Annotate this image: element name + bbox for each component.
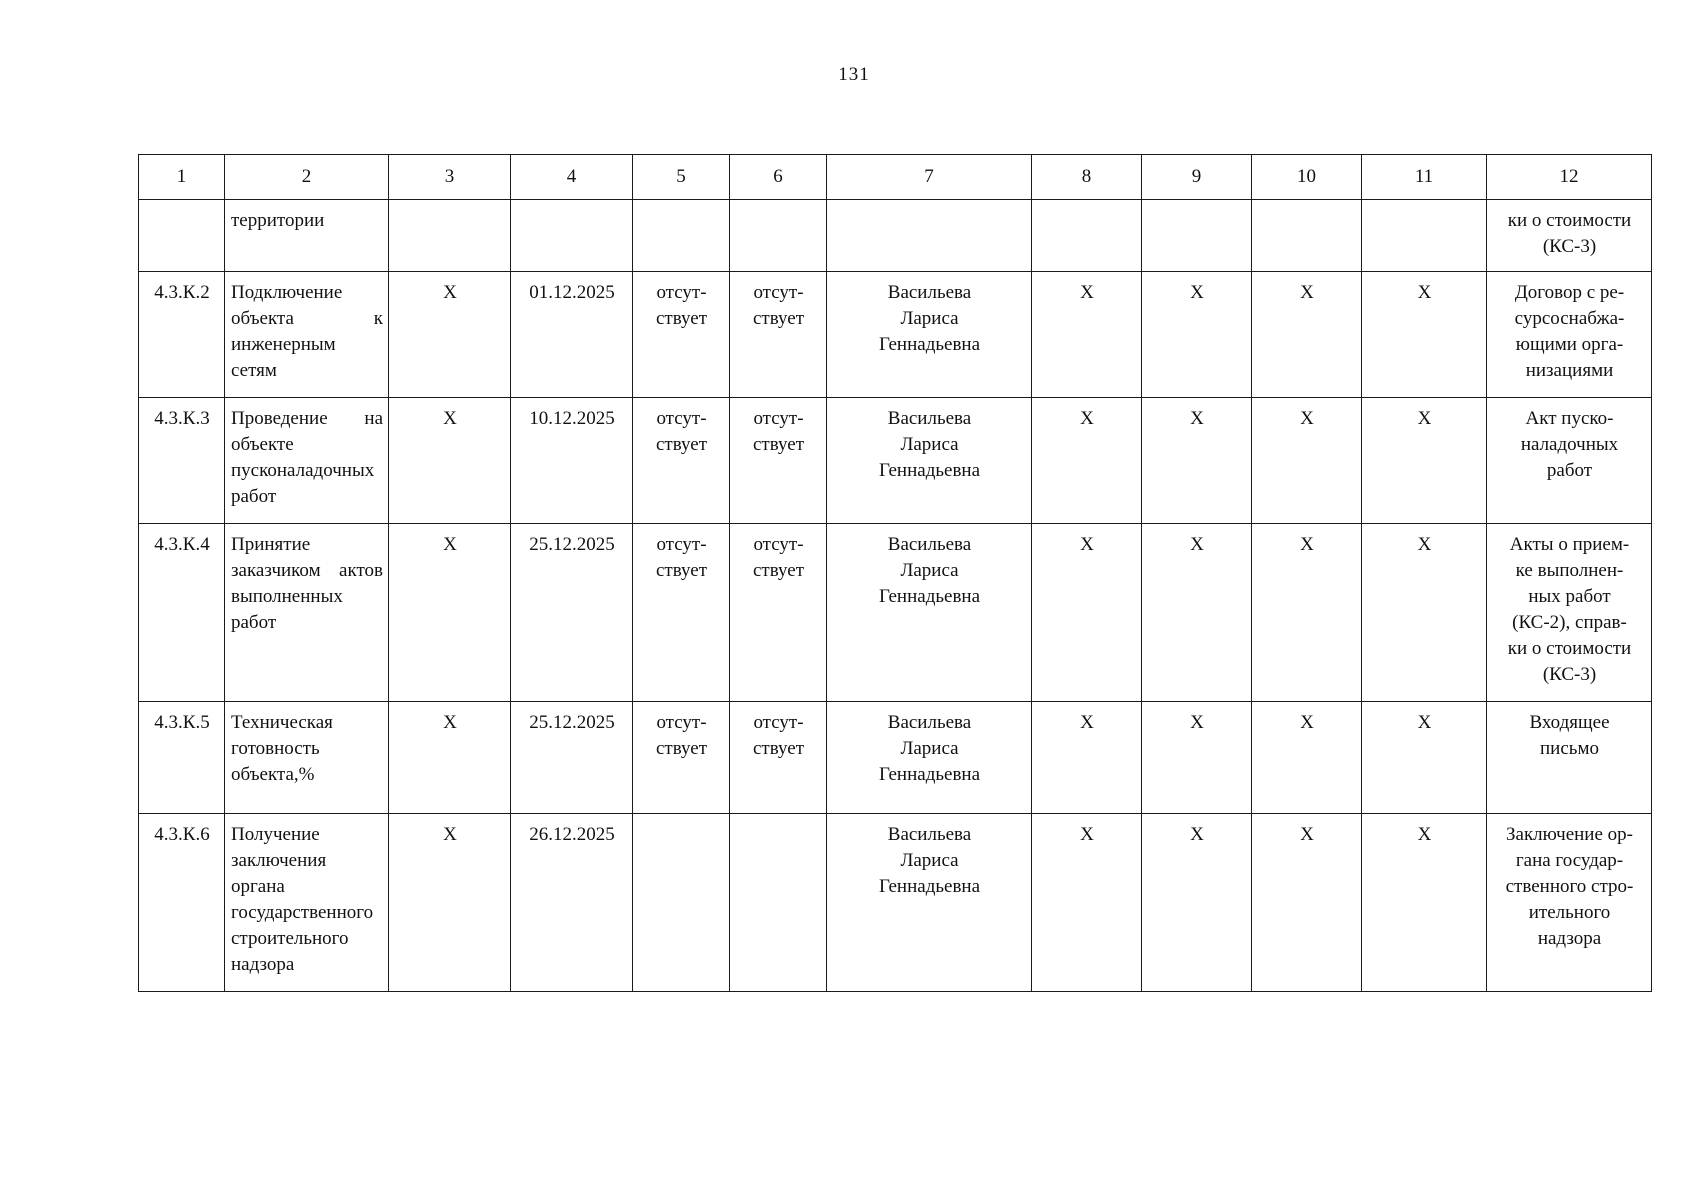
cell-code — [139, 200, 225, 272]
column-header: 11 — [1362, 155, 1487, 200]
column-header: 1 — [139, 155, 225, 200]
cell-date: 25.12.2025 — [511, 702, 633, 814]
cell-document: Акт пуско- наладочных работ — [1487, 398, 1652, 524]
cell-col5: отсут- ствует — [633, 702, 730, 814]
cell-col9: Х — [1142, 398, 1252, 524]
table-row — [139, 814, 1652, 992]
table-row — [139, 200, 1652, 272]
cell-col9: Х — [1142, 702, 1252, 814]
cell-col8: Х — [1032, 272, 1142, 398]
cell-col3: Х — [389, 814, 511, 992]
column-header: 6 — [730, 155, 827, 200]
cell-name: Получение заключения органа государственного строительного надзора — [225, 814, 389, 992]
cell-col10: Х — [1252, 272, 1362, 398]
cell-document: Договор с ре- сурсоснабжа- ющими орга- низациями — [1487, 272, 1652, 398]
cell-col10: Х — [1252, 814, 1362, 992]
cell-col6 — [730, 814, 827, 992]
table-row — [139, 524, 1652, 702]
cell-col11: Х — [1362, 814, 1487, 992]
column-header: 7 — [827, 155, 1032, 200]
cell-person: Васильева Лариса Геннадьевна — [827, 272, 1032, 398]
cell-date: 10.12.2025 — [511, 398, 633, 524]
cell-col3: Х — [389, 702, 511, 814]
cell-col5 — [633, 814, 730, 992]
cell-person: Васильева Лариса Геннадьевна — [827, 398, 1032, 524]
cell-col9: Х — [1142, 814, 1252, 992]
column-header: 10 — [1252, 155, 1362, 200]
column-header: 12 — [1487, 155, 1652, 200]
cell-code: 4.3.К.6 — [139, 814, 225, 992]
cell-person: Васильева Лариса Геннадьевна — [827, 702, 1032, 814]
cell-col3: Х — [389, 524, 511, 702]
cell-col6: отсут- ствует — [730, 272, 827, 398]
page-number: 131 — [838, 64, 870, 85]
cell-person — [827, 200, 1032, 272]
cell-col5: отсут- ствует — [633, 272, 730, 398]
cell-col9: Х — [1142, 524, 1252, 702]
cell-document: Заключение ор- гана государ- ственного стро- ительного надзора — [1487, 814, 1652, 992]
cell-col5: отсут- ствует — [633, 398, 730, 524]
cell-name: Проведение на объекте пусконаладочных работ — [225, 398, 389, 524]
cell-name: Подключение объекта к инженерным сетям — [225, 272, 389, 398]
cell-document: Акты о прием- ке выполнен- ных работ (КС-2), справ- ки о стоимости (КС-3) — [1487, 524, 1652, 702]
cell-col6 — [730, 200, 827, 272]
cell-code: 4.3.К.3 — [139, 398, 225, 524]
cell-col11: Х — [1362, 524, 1487, 702]
table-row — [139, 272, 1652, 398]
cell-col9: Х — [1142, 272, 1252, 398]
cell-col11: Х — [1362, 398, 1487, 524]
cell-code: 4.3.К.4 — [139, 524, 225, 702]
column-header: 8 — [1032, 155, 1142, 200]
cell-col9 — [1142, 200, 1252, 272]
cell-col10 — [1252, 200, 1362, 272]
cell-name: Техническая готовность объекта,% — [225, 702, 389, 814]
cell-person: Васильева Лариса Геннадьевна — [827, 524, 1032, 702]
cell-document: ки о стоимости (КС-3) — [1487, 200, 1652, 272]
cell-col5: отсут- ствует — [633, 524, 730, 702]
cell-person: Васильева Лариса Геннадьевна — [827, 814, 1032, 992]
column-header: 9 — [1142, 155, 1252, 200]
cell-col8: Х — [1032, 398, 1142, 524]
cell-name: Принятие заказчиком актов выполненных работ — [225, 524, 389, 702]
table-row — [139, 398, 1652, 524]
cell-name: территории — [225, 200, 389, 272]
cell-col3: Х — [389, 398, 511, 524]
cell-date — [511, 200, 633, 272]
column-header: 3 — [389, 155, 511, 200]
cell-col6: отсут- ствует — [730, 524, 827, 702]
cell-col11: Х — [1362, 272, 1487, 398]
cell-col3: Х — [389, 272, 511, 398]
cell-col6: отсут- ствует — [730, 398, 827, 524]
cell-col8 — [1032, 200, 1142, 272]
cell-col6: отсут- ствует — [730, 702, 827, 814]
table-row — [139, 702, 1652, 814]
cell-col8: Х — [1032, 702, 1142, 814]
cell-col5 — [633, 200, 730, 272]
header-row — [139, 155, 1652, 200]
cell-col8: Х — [1032, 524, 1142, 702]
cell-col8: Х — [1032, 814, 1142, 992]
cell-date: 26.12.2025 — [511, 814, 633, 992]
cell-date: 25.12.2025 — [511, 524, 633, 702]
cell-col11: Х — [1362, 702, 1487, 814]
plan-table — [138, 154, 1652, 992]
column-header: 4 — [511, 155, 633, 200]
cell-code: 4.3.К.5 — [139, 702, 225, 814]
cell-col11 — [1362, 200, 1487, 272]
cell-date: 01.12.2025 — [511, 272, 633, 398]
cell-col3 — [389, 200, 511, 272]
column-header: 5 — [633, 155, 730, 200]
cell-code: 4.3.К.2 — [139, 272, 225, 398]
cell-col10: Х — [1252, 702, 1362, 814]
cell-document: Входящее письмо — [1487, 702, 1652, 814]
cell-col10: Х — [1252, 398, 1362, 524]
cell-col10: Х — [1252, 524, 1362, 702]
column-header: 2 — [225, 155, 389, 200]
